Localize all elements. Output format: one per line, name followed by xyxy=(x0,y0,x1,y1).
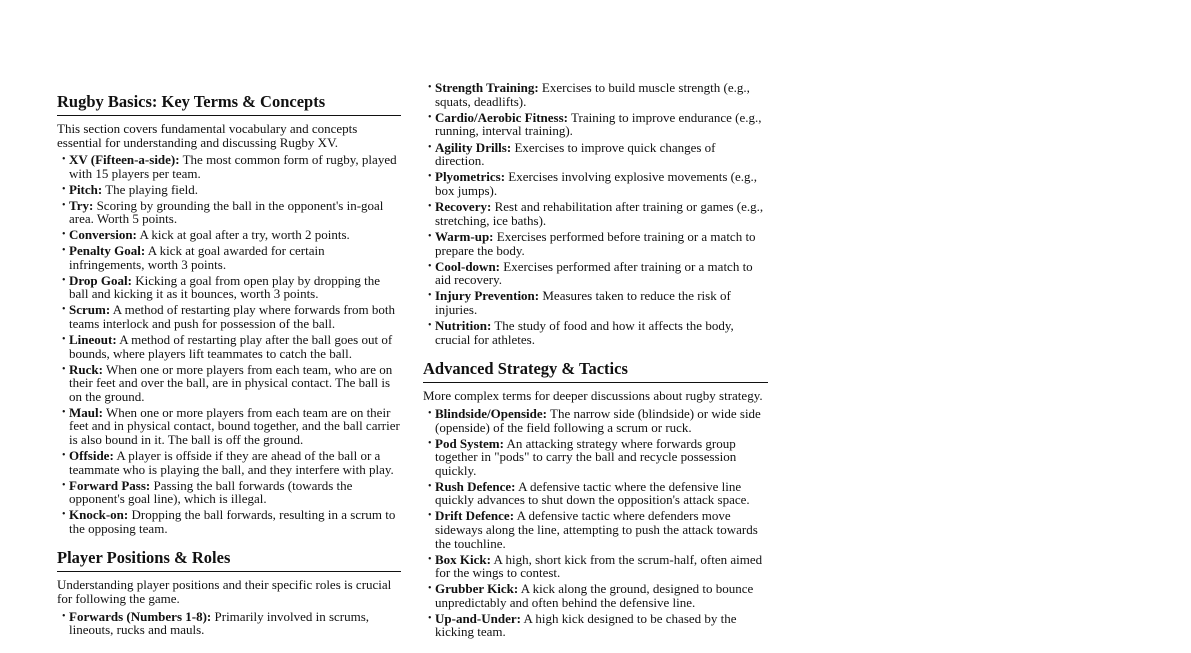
term-label: Nutrition: xyxy=(435,318,492,334)
list-item xyxy=(423,260,768,287)
list-item xyxy=(57,449,401,476)
term-description: A method of restarting play where forwards from both teams interlock and push for possession of the ball. xyxy=(69,302,396,332)
term-label: Blindside/Openside: xyxy=(435,406,547,422)
term-description: The study of food and how it affects the body, crucial for athletes. xyxy=(435,318,734,347)
bullet-icon: • xyxy=(428,553,432,565)
term-description: A high kick designed to be chased by the kicking team. xyxy=(435,610,737,640)
term-description: The most common form of rugby, played with 15 players per team. xyxy=(69,152,397,181)
list-item xyxy=(423,141,768,168)
section-rugby-basics xyxy=(57,93,401,535)
section-advanced-strategy xyxy=(423,360,768,638)
list-item xyxy=(57,199,401,226)
term-description: When one or more players from each team are on their feet and in physical contact, bound together, and the ball carrier is also bound in it. The ball is off the ground. xyxy=(69,404,400,447)
list-item xyxy=(57,228,401,242)
bullet-icon: • xyxy=(428,612,432,624)
list-item xyxy=(423,319,768,346)
bullet-icon: • xyxy=(428,408,432,420)
bullet-icon: • xyxy=(62,363,66,375)
term-label: Strength Training: xyxy=(435,80,539,95)
left-column xyxy=(57,93,401,651)
term-list xyxy=(57,153,401,535)
term-description: Exercises to build muscle strength (e.g., squats, deadlifts). xyxy=(435,80,750,109)
bullet-icon: • xyxy=(428,510,432,522)
list-item xyxy=(423,407,768,434)
list-item xyxy=(423,553,768,580)
term-label: Penalty Goal: xyxy=(69,243,146,259)
bullet-icon: • xyxy=(428,171,432,183)
list-item xyxy=(57,153,401,180)
bullet-icon: • xyxy=(428,583,432,595)
term-description: Exercises performed before training or a match to prepare the body. xyxy=(435,228,756,258)
bullet-icon: • xyxy=(428,141,432,153)
section-title: Rugby Basics: Key Terms & Concepts xyxy=(57,93,401,116)
bullet-icon: • xyxy=(62,304,66,316)
term-label: Try: xyxy=(69,197,94,213)
term-label: Warm-up: xyxy=(435,228,494,244)
bullet-icon: • xyxy=(428,320,432,332)
list-item xyxy=(57,363,401,404)
section-title: Player Positions & Roles xyxy=(57,549,401,572)
section-fitness xyxy=(423,81,768,346)
bullet-icon: • xyxy=(428,480,432,492)
term-label: XV (Fifteen-a-side): xyxy=(69,152,180,168)
term-label: Forward Pass: xyxy=(69,477,151,493)
term-description: Exercises to improve quick changes of direction. xyxy=(435,139,716,169)
term-label: Pitch: xyxy=(69,181,103,197)
term-description: Training to improve endurance (e.g., running, interval training). xyxy=(435,109,762,139)
term-description: Passing the ball forwards (towards the opponent's goal line), which is illegal. xyxy=(69,477,353,507)
term-label: Ruck: xyxy=(69,361,103,377)
term-label: Agility Drills: xyxy=(435,139,512,155)
term-list xyxy=(57,610,401,637)
term-label: Cardio/Aerobic Fitness: xyxy=(435,109,568,125)
term-description: Rest and rehabilitation after training or games (e.g., stretching, ice baths). xyxy=(435,199,764,228)
term-description: Exercises involving explosive movements (e.g., box jumps). xyxy=(435,169,758,198)
bullet-icon: • xyxy=(428,82,432,93)
list-item xyxy=(423,200,768,227)
bullet-icon: • xyxy=(428,260,432,272)
term-label: Offside: xyxy=(69,447,114,463)
term-label: Box Kick: xyxy=(435,551,491,567)
term-label: Forwards (Numbers 1-8): xyxy=(69,608,212,624)
bullet-icon: • xyxy=(62,199,66,211)
list-item xyxy=(423,111,768,138)
term-description: Primarily involved in scrums, lineouts, rucks and mauls. xyxy=(69,608,370,638)
bullet-icon: • xyxy=(428,111,432,123)
term-list xyxy=(423,81,768,346)
term-description: Dropping the ball forwards, resulting in a scrum to the opposing team. xyxy=(69,507,396,536)
term-label: Recovery: xyxy=(435,199,492,215)
term-description: Scoring by grounding the ball in the opponent's in-goal area. Worth 5 points. xyxy=(69,197,384,227)
bullet-icon: • xyxy=(62,229,66,241)
list-item xyxy=(57,610,401,637)
list-item xyxy=(423,582,768,609)
list-item xyxy=(57,303,401,330)
term-description: A player is offside if they are ahead of the ball or a teammate who is playing the ball, and they interfere with play. xyxy=(69,447,394,477)
term-description: A defensive tactic where defenders move sideways along the line, attempting to push the attack towards the touchline. xyxy=(435,508,758,551)
section-title: Advanced Strategy & Tactics xyxy=(423,360,768,383)
term-label: Injury Prevention: xyxy=(435,288,540,304)
bullet-icon: • xyxy=(428,230,432,242)
section-intro: More complex terms for deeper discussions about rugby strategy. xyxy=(423,388,763,404)
term-description: A method of restarting play after the ball goes out of bounds, where players lift teammates to catch the ball. xyxy=(69,332,393,361)
bullet-icon: • xyxy=(62,449,66,461)
term-list xyxy=(423,407,768,639)
list-item xyxy=(57,333,401,360)
bullet-icon: • xyxy=(62,245,66,257)
list-item xyxy=(57,244,401,271)
term-label: Drift Defence: xyxy=(435,508,515,524)
right-column xyxy=(423,81,768,653)
list-item xyxy=(423,437,768,478)
bullet-icon: • xyxy=(62,334,66,346)
bullet-icon: • xyxy=(62,154,66,166)
list-item xyxy=(423,170,768,197)
bullet-icon: • xyxy=(428,290,432,302)
term-label: Rush Defence: xyxy=(435,478,516,494)
section-intro: Understanding player positions and their specific roles is crucial for following the game. xyxy=(57,577,392,606)
term-label: Plyometrics: xyxy=(435,169,506,185)
list-item xyxy=(57,274,401,301)
list-item xyxy=(423,612,768,639)
term-description: A high, short kick from the scrum-half, often aimed for the wings to contest. xyxy=(435,551,763,581)
bullet-icon: • xyxy=(62,183,66,195)
term-description: An attacking strategy where forwards group together in "pods" to carry the ball and recycle possession quickly. xyxy=(435,435,737,478)
list-item xyxy=(423,230,768,257)
term-label: Cool-down: xyxy=(435,258,501,274)
term-label: Maul: xyxy=(69,404,103,420)
term-description: A kick along the ground, designed to bounce unpredictably and often behind the defensive line. xyxy=(435,581,754,610)
bullet-icon: • xyxy=(62,509,66,521)
bullet-icon: • xyxy=(428,201,432,213)
term-description: Measures taken to reduce the risk of injuries. xyxy=(435,288,731,318)
term-label: Up-and-Under: xyxy=(435,610,521,626)
term-description: A defensive tactic where the defensive line quickly advances to shut down the opposition's attack space. xyxy=(435,478,750,508)
term-description: When one or more players from each team, who are on their feet and over the ball, are in physical contact. The ball is on the ground. xyxy=(69,361,393,404)
term-label: Pod System: xyxy=(435,435,504,451)
bullet-icon: • xyxy=(62,610,66,622)
term-description: The playing field. xyxy=(105,181,199,197)
term-label: Conversion: xyxy=(69,227,137,243)
term-description: Exercises performed after training or a match to aid recovery. xyxy=(435,258,753,288)
term-description: A kick at goal awarded for certain infringements, worth 3 points. xyxy=(69,243,325,272)
term-label: Grubber Kick: xyxy=(435,581,519,597)
bullet-icon: • xyxy=(62,479,66,491)
list-item xyxy=(423,289,768,316)
list-item xyxy=(423,509,768,550)
bullet-icon: • xyxy=(62,274,66,286)
list-item xyxy=(57,406,401,447)
section-intro: This section covers fundamental vocabulary and concepts essential for understanding and discussing Rugby XV. xyxy=(57,121,358,150)
term-label: Scrum: xyxy=(69,302,111,318)
list-item xyxy=(423,81,768,108)
section-player-positions xyxy=(57,549,401,636)
list-item xyxy=(57,508,401,535)
bullet-icon: • xyxy=(428,437,432,449)
list-item xyxy=(57,479,401,506)
term-label: Drop Goal: xyxy=(69,272,132,288)
term-label: Knock-on: xyxy=(69,507,129,523)
term-label: Lineout: xyxy=(69,332,117,348)
term-description: The narrow side (blindside) or wide side (openside) of the field following a scrum or ruck. xyxy=(435,406,761,435)
term-description: Kicking a goal from open play by dropping the ball and kicking it as it bounces, worth 3 points. xyxy=(69,272,380,302)
term-description: A kick at goal after a try, worth 2 points. xyxy=(139,227,350,243)
list-item xyxy=(423,480,768,507)
bullet-icon: • xyxy=(62,406,66,418)
list-item xyxy=(57,183,401,197)
